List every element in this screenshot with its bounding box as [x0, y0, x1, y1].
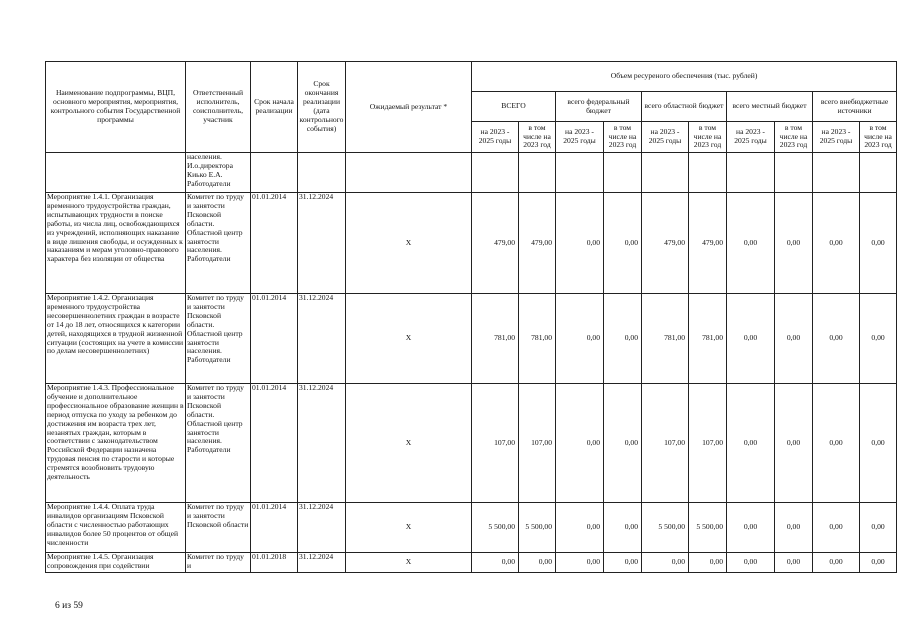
continuation-resp-cell: населения. И.о.директора Киько Е.А. Работодатели: [186, 153, 251, 193]
amount-cell: 0,00: [813, 503, 860, 553]
amount-cell: 0,00: [775, 503, 813, 553]
continuation-name-cell: [46, 153, 186, 193]
header-sub-year: в том числе на 2023 год: [519, 122, 556, 153]
amount-cell: 0,00: [813, 294, 860, 384]
amount-cell: 0,00: [813, 553, 860, 573]
measure-name: Мероприятие 1.4.5. Организация сопровождения при содействии: [46, 553, 186, 573]
amount-cell: 0,00: [727, 553, 775, 573]
responsible-cell: Комитет по труду и занятости Псковской области. Областной центр занятости населения. Работодатели: [186, 384, 251, 503]
amount-cell: 479,00: [689, 193, 727, 294]
header-group-local: всего местный бюджет: [727, 92, 813, 122]
start-date: 01.01.2014: [251, 294, 298, 384]
amount-cell: 5 500,00: [519, 503, 556, 553]
start-date: 01.01.2018: [251, 553, 298, 573]
end-date: 31.12.2024: [298, 294, 346, 384]
amount-cell: 0,00: [727, 384, 775, 503]
amount-cell: 479,00: [472, 193, 519, 294]
end-date: 31.12.2024: [298, 503, 346, 553]
table-row: [46, 503, 897, 553]
table-row: [46, 384, 897, 503]
expected-result: X: [346, 503, 472, 553]
amount-cell: 0,00: [604, 193, 642, 294]
amount-cell: 479,00: [642, 193, 689, 294]
header-sub-year: в том числе на 2023 год: [860, 122, 897, 153]
table-row: [46, 294, 897, 384]
amount-cell: 0,00: [556, 553, 604, 573]
header-sub-period: на 2023 - 2025 годы: [813, 122, 860, 153]
end-date: 31.12.2024: [298, 193, 346, 294]
amount-cell: 0,00: [813, 384, 860, 503]
header-sub-year: в том числе на 2023 год: [775, 122, 813, 153]
amount-cell: 0,00: [472, 553, 519, 573]
amount-cell: 5 500,00: [689, 503, 727, 553]
amount-cell: 0,00: [604, 503, 642, 553]
amount-cell: 5 500,00: [472, 503, 519, 553]
amount-cell: 0,00: [604, 384, 642, 503]
amount-cell: 0,00: [860, 384, 897, 503]
amount-cell: 0,00: [689, 553, 727, 573]
amount-cell: 0,00: [860, 294, 897, 384]
amount-cell: 479,00: [519, 193, 556, 294]
amount-cell: 0,00: [556, 503, 604, 553]
header-end: Срок окончания реализации (дата контрольного события): [298, 62, 346, 153]
expected-result: X: [346, 553, 472, 573]
expected-result: X: [346, 294, 472, 384]
measure-name: Мероприятие 1.4.3. Профессиональное обучение и дополнительное профессиональное образование женщин в период отпуска по уходу за ребенком до достижения им возраста трех лет, незанятых граждан, которым в соответствии с законодательством Российской Федерации назначена трудовая пенсия по старости и которые стремятся возобновить трудовую деятельность: [46, 384, 186, 503]
amount-cell: 5 500,00: [642, 503, 689, 553]
end-date: 31.12.2024: [298, 384, 346, 503]
amount-cell: 0,00: [604, 294, 642, 384]
responsible-cell: Комитет по труду и занятости Псковской области. Областной центр занятости населения. Работодатели: [186, 193, 251, 294]
header-group-regional: всего областной бюджет: [642, 92, 727, 122]
resource-table: [45, 61, 897, 573]
measure-name: Мероприятие 1.4.1. Организация временного трудоустройства граждан, испытывающих трудности в поиске работы, из числа лиц, освобождающихся из учреждений, исполняющих наказание в виде лишения свободы, и осужденных к наказаниям и мерам уголовно-правового характера без изоляции от общества: [46, 193, 186, 294]
responsible-cell: Комитет по труду и занятости Псковской области. Областной центр занятости населения. Работодатели: [186, 294, 251, 384]
amount-cell: 0,00: [813, 193, 860, 294]
amount-cell: 0,00: [727, 193, 775, 294]
amount-cell: 0,00: [727, 503, 775, 553]
expected-result: X: [346, 384, 472, 503]
table-row: [46, 193, 897, 294]
start-date: 01.01.2014: [251, 193, 298, 294]
responsible-cell: Комитет по труду и занятости Псковской области: [186, 503, 251, 553]
header-group-offbudget: всего внебюджетные источники: [813, 92, 897, 122]
header-group-federal: всего федеральный бюджет: [556, 92, 642, 122]
amount-cell: 0,00: [775, 553, 813, 573]
amount-cell: 107,00: [689, 384, 727, 503]
header-volume: Объем ресуреного обеспечения (тыс. рублей): [472, 62, 897, 92]
amount-cell: 781,00: [519, 294, 556, 384]
amount-cell: 0,00: [727, 294, 775, 384]
amount-cell: 0,00: [556, 193, 604, 294]
start-date: 01.01.2014: [251, 503, 298, 553]
amount-cell: 0,00: [860, 553, 897, 573]
expected-result: X: [346, 193, 472, 294]
header-responsible: Ответственный исполнитель, соисполнитель, участник: [186, 62, 251, 153]
header-sub-period: на 2023 - 2025 годы: [556, 122, 604, 153]
amount-cell: 0,00: [860, 193, 897, 294]
header-group-total: ВСЕГО: [472, 92, 556, 122]
measure-name: Мероприятие 1.4.2. Организация временного трудоустройства несовершеннолетних граждан в возрасте от 14 до 18 лет, относящихся к категории детей, находящихся в трудной жизненной ситуации (состоящих на учете в комиссии по делам несовершеннолетних): [46, 294, 186, 384]
amount-cell: 0,00: [775, 193, 813, 294]
measure-name: Мероприятие 1.4.4. Оплата труда инвалидов организациям Псковской области с численностью работающих инвалидов более 50 процентов от общей численности: [46, 503, 186, 553]
amount-cell: 107,00: [472, 384, 519, 503]
amount-cell: 0,00: [775, 294, 813, 384]
continuation-row: [46, 153, 897, 193]
amount-cell: 107,00: [642, 384, 689, 503]
amount-cell: 107,00: [519, 384, 556, 503]
header-name: Наименование подпрограммы, ВЦП, основного мероприятия, мероприятия, контрольного события Государственной программы: [46, 62, 186, 153]
amount-cell: 0,00: [604, 553, 642, 573]
header-result: Ожидаемый результат *: [346, 62, 472, 153]
amount-cell: 0,00: [519, 553, 556, 573]
amount-cell: 0,00: [556, 294, 604, 384]
header-sub-period: на 2023 - 2025 годы: [727, 122, 775, 153]
amount-cell: 0,00: [556, 384, 604, 503]
amount-cell: 781,00: [472, 294, 519, 384]
amount-cell: 0,00: [642, 553, 689, 573]
start-date: 01.01.2014: [251, 384, 298, 503]
header-sub-year: в том числе на 2023 год: [604, 122, 642, 153]
header-sub-year: в том числе на 2023 год: [689, 122, 727, 153]
table-row: [46, 553, 897, 573]
header-sub-period: на 2023 - 2025 годы: [472, 122, 519, 153]
page-number: 6 из 59: [55, 601, 83, 611]
header-sub-period: на 2023 - 2025 годы: [642, 122, 689, 153]
responsible-cell: Комитет по труду и: [186, 553, 251, 573]
amount-cell: 0,00: [775, 384, 813, 503]
amount-cell: 0,00: [860, 503, 897, 553]
end-date: 31.12.2024: [298, 553, 346, 573]
amount-cell: 781,00: [642, 294, 689, 384]
header-start: Срок начала реализации: [251, 62, 298, 153]
amount-cell: 781,00: [689, 294, 727, 384]
